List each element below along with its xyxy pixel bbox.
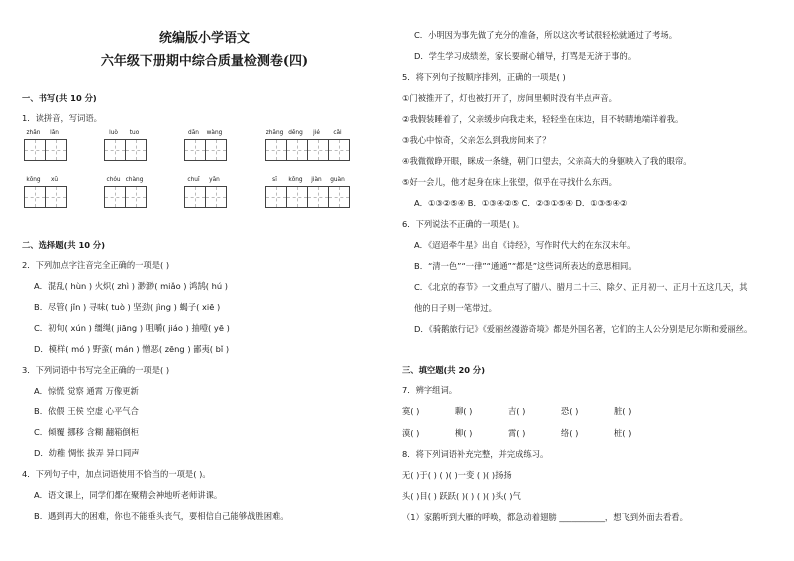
- q8-sub-1[interactable]: （1）家鹅听到大雁的呼唤，都急动着翅膀 ___________，想飞到外面去看看。: [402, 512, 688, 522]
- page-title: 统编版小学语文: [158, 31, 250, 46]
- q6-option-a[interactable]: A．《迢迢牵牛星》出自《诗经》，写作时代大约在东汉末年。: [414, 240, 636, 250]
- write-box[interactable]: [265, 186, 287, 208]
- q7-item[interactable]: 脏( ): [614, 406, 632, 416]
- question-1: 1．读拼音，写词语。: [22, 113, 102, 123]
- section-heading-2: 二、选择题(共 10 分): [22, 240, 105, 250]
- write-box[interactable]: [24, 139, 46, 161]
- write-box[interactable]: [328, 186, 350, 208]
- q2-option-a[interactable]: A．混乱( hùn ) 火炽( zhì ) 渺渺( miǎo ) 鸿鹄( hú ): [34, 281, 229, 291]
- write-box[interactable]: [265, 139, 287, 161]
- write-box[interactable]: [184, 186, 206, 208]
- write-box[interactable]: [286, 186, 308, 208]
- q6-option-d[interactable]: D．《骑鹅旅行记》《爱丽丝漫游奇境》都是外国名著，它们的主人公分别是尼尔斯和爱丽丝。: [414, 324, 753, 334]
- pinyin-row-2: kōng xū chóu chàng chuī yān sī kōng jiàn guàn: [24, 177, 389, 219]
- question-6: 6．下列说法不正确的一项是( )。: [402, 219, 525, 229]
- section-heading-1: 一、书写(共 10 分): [22, 93, 97, 103]
- question-8: 8．将下列词语补充完整，并完成练习。: [402, 449, 549, 459]
- q4-option-c[interactable]: C．小明因为事先做了充分的准备，所以这次考试很轻松就通过了考场。: [414, 30, 677, 40]
- q7-item[interactable]: 柳( ): [455, 428, 473, 438]
- write-box[interactable]: [307, 186, 329, 208]
- q7-item[interactable]: 吉( ): [508, 406, 526, 416]
- write-box[interactable]: [328, 139, 350, 161]
- q5-sentence-3: ③我心中惊奇，父亲怎么到我房间来了？: [402, 135, 551, 145]
- question-3: 3．下列词语中书写完全正确的一项是( ): [22, 365, 170, 375]
- q6-option-c[interactable]: C．《北京的春节》一文重点写了腊八、腊月二十三、除夕、正月初一、正月十五这几天，其: [414, 282, 748, 292]
- write-box[interactable]: [286, 139, 308, 161]
- left-column: [22, 0, 387, 561]
- q5-sentence-1: ①门被推开了，灯也被打开了，房间里顿时没有半点声音。: [402, 93, 617, 103]
- q7-item[interactable]: 寞( ): [402, 406, 420, 416]
- q5-sentence-2: ②我假装睡着了，父亲缓步向我走来，轻轻坐在床边，目不转睛地端详着我。: [402, 114, 684, 124]
- q3-option-a[interactable]: A．惊慌 觉察 通霄 万像更新: [34, 386, 139, 396]
- q7-item[interactable]: 络( ): [561, 428, 579, 438]
- write-box[interactable]: [104, 139, 126, 161]
- write-box[interactable]: [125, 139, 147, 161]
- write-box[interactable]: [104, 186, 126, 208]
- write-box[interactable]: [205, 139, 227, 161]
- q2-option-b[interactable]: B．尽管( jǐn ) 寻味( tuò ) 坚劲( jìng ) 蝎子( xiē ): [34, 302, 221, 312]
- write-box[interactable]: [45, 139, 67, 161]
- question-5: 5．将下列句子按顺序排列，正确的一项是( ): [402, 72, 566, 82]
- q7-item[interactable]: 霄( ): [508, 428, 526, 438]
- q2-option-d[interactable]: D．模样( mó ) 野蛮( mán ) 憎恶( zēng ) 鄙夷( bǐ ): [34, 344, 230, 354]
- q5-sentence-5: ⑤好一会儿，他才起身在床上张望，似乎在寻找什么东西。: [402, 177, 617, 187]
- right-column: [402, 0, 782, 561]
- q3-option-c[interactable]: C．倾覆 挪移 含糊 翻箱倒柜: [34, 427, 139, 437]
- q3-option-d[interactable]: D．幼稚 惆怅 拔弄 异口同声: [34, 448, 140, 458]
- q7-item[interactable]: 漠( ): [402, 428, 420, 438]
- write-box[interactable]: [184, 139, 206, 161]
- q6-option-b[interactable]: B．“清一色”“一律”“通通”“都是”这些词所表达的意思相同。: [414, 261, 637, 271]
- q7-item[interactable]: 聊( ): [455, 406, 473, 416]
- q4-option-a[interactable]: A．语文课上，同学们都在聚精会神地听老师讲课。: [34, 490, 223, 500]
- q4-option-d[interactable]: D．学生学习成绩差，家长要耐心辅导，打骂是无济于事的。: [414, 51, 637, 61]
- q8-row-1[interactable]: 无( )于( ) ( )( )一变 ( )( )扬扬: [402, 470, 512, 480]
- write-box[interactable]: [307, 139, 329, 161]
- q2-option-c[interactable]: C．初旬( xún ) 缰绳( jiāng ) 咀嚼( jiáo ) 抽噎( yē ): [34, 323, 230, 333]
- q5-options[interactable]: A．①③②⑤④ B．①③④②⑤ C．②③①⑤④ D．①③⑤④②: [414, 198, 628, 208]
- write-box[interactable]: [45, 186, 67, 208]
- q3-option-b[interactable]: B．依偎 王侯 空虚 心平气合: [34, 406, 139, 416]
- q7-item[interactable]: 桩( ): [614, 428, 632, 438]
- q4-option-b[interactable]: B．遇到再大的困难，你也不能垂头丧气，要相信自己能够战胜困难。: [34, 511, 289, 521]
- section-heading-3: 三、填空题(共 20 分): [402, 365, 485, 375]
- write-box[interactable]: [125, 186, 147, 208]
- q5-sentence-4: ④我微微睁开眼，眯成一条缝，朝门口望去，父亲高大的身躯映入了我的眼帘。: [402, 156, 692, 166]
- page-subtitle: 六年级下册期中综合质量检测卷(四): [100, 54, 309, 69]
- q7-item[interactable]: 恐( ): [561, 406, 579, 416]
- question-2: 2．下列加点字注音完全正确的一项是( ): [22, 260, 170, 270]
- pinyin-row-1: zhǎn lǎn luò tuo dān wàng zhāng dēng jié cǎi: [24, 130, 389, 172]
- write-box[interactable]: [24, 186, 46, 208]
- write-box[interactable]: [205, 186, 227, 208]
- question-4: 4．下列句子中，加点词语使用不恰当的一项是( )。: [22, 469, 211, 479]
- q6-option-c-cont: 他的日子则一笔带过。: [414, 303, 497, 313]
- q8-row-2[interactable]: 头( )目( ) 跃跃( )( ) ( )( )头( )气: [402, 491, 521, 501]
- question-7: 7．辨字组词。: [402, 385, 458, 395]
